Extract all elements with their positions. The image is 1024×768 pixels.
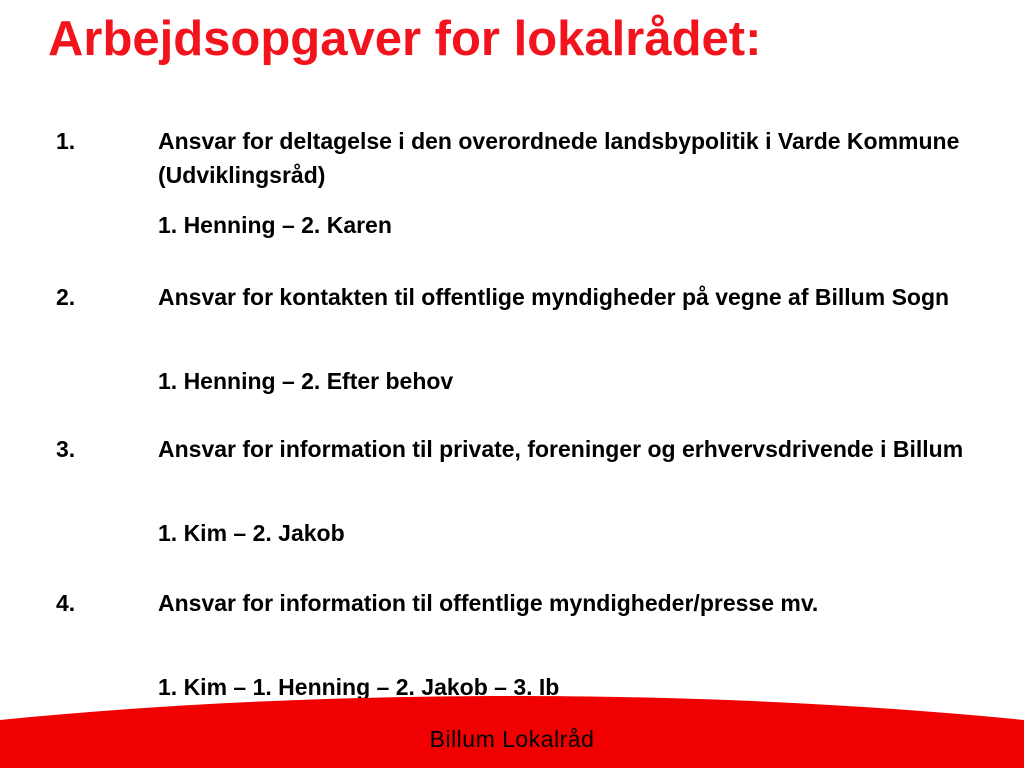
task-description: Ansvar for deltagelse i den overordnede landsbypolitik i Varde Kommune (Udviklingsråd)	[158, 128, 960, 188]
task-number: 2.	[56, 284, 76, 310]
task-description: Ansvar for information til offentlige myndigheder/presse mv.	[158, 590, 819, 616]
task-number: 4.	[56, 590, 76, 616]
footer-org-name: Billum Lokalråd	[429, 726, 595, 752]
task-assignees: 1. Kim – 1. Henning – 2. Jakob – 3. Ib	[158, 674, 560, 700]
task-description: Ansvar for information til private, foreninger og erhvervsdrivende i Billum	[158, 436, 964, 462]
task-assignees: 1. Henning – 2. Karen	[158, 212, 392, 238]
task-assignees: 1. Kim – 2. Jakob	[158, 520, 345, 546]
slide-title: Arbejdsopgaver for lokalrådet:	[48, 12, 762, 66]
task-assignees: 1. Henning – 2. Efter behov	[158, 368, 454, 394]
task-number: 1.	[56, 128, 76, 154]
task-description: Ansvar for kontakten til offentlige myndigheder på vegne af Billum Sogn	[158, 284, 950, 310]
task-number: 3.	[56, 436, 76, 462]
